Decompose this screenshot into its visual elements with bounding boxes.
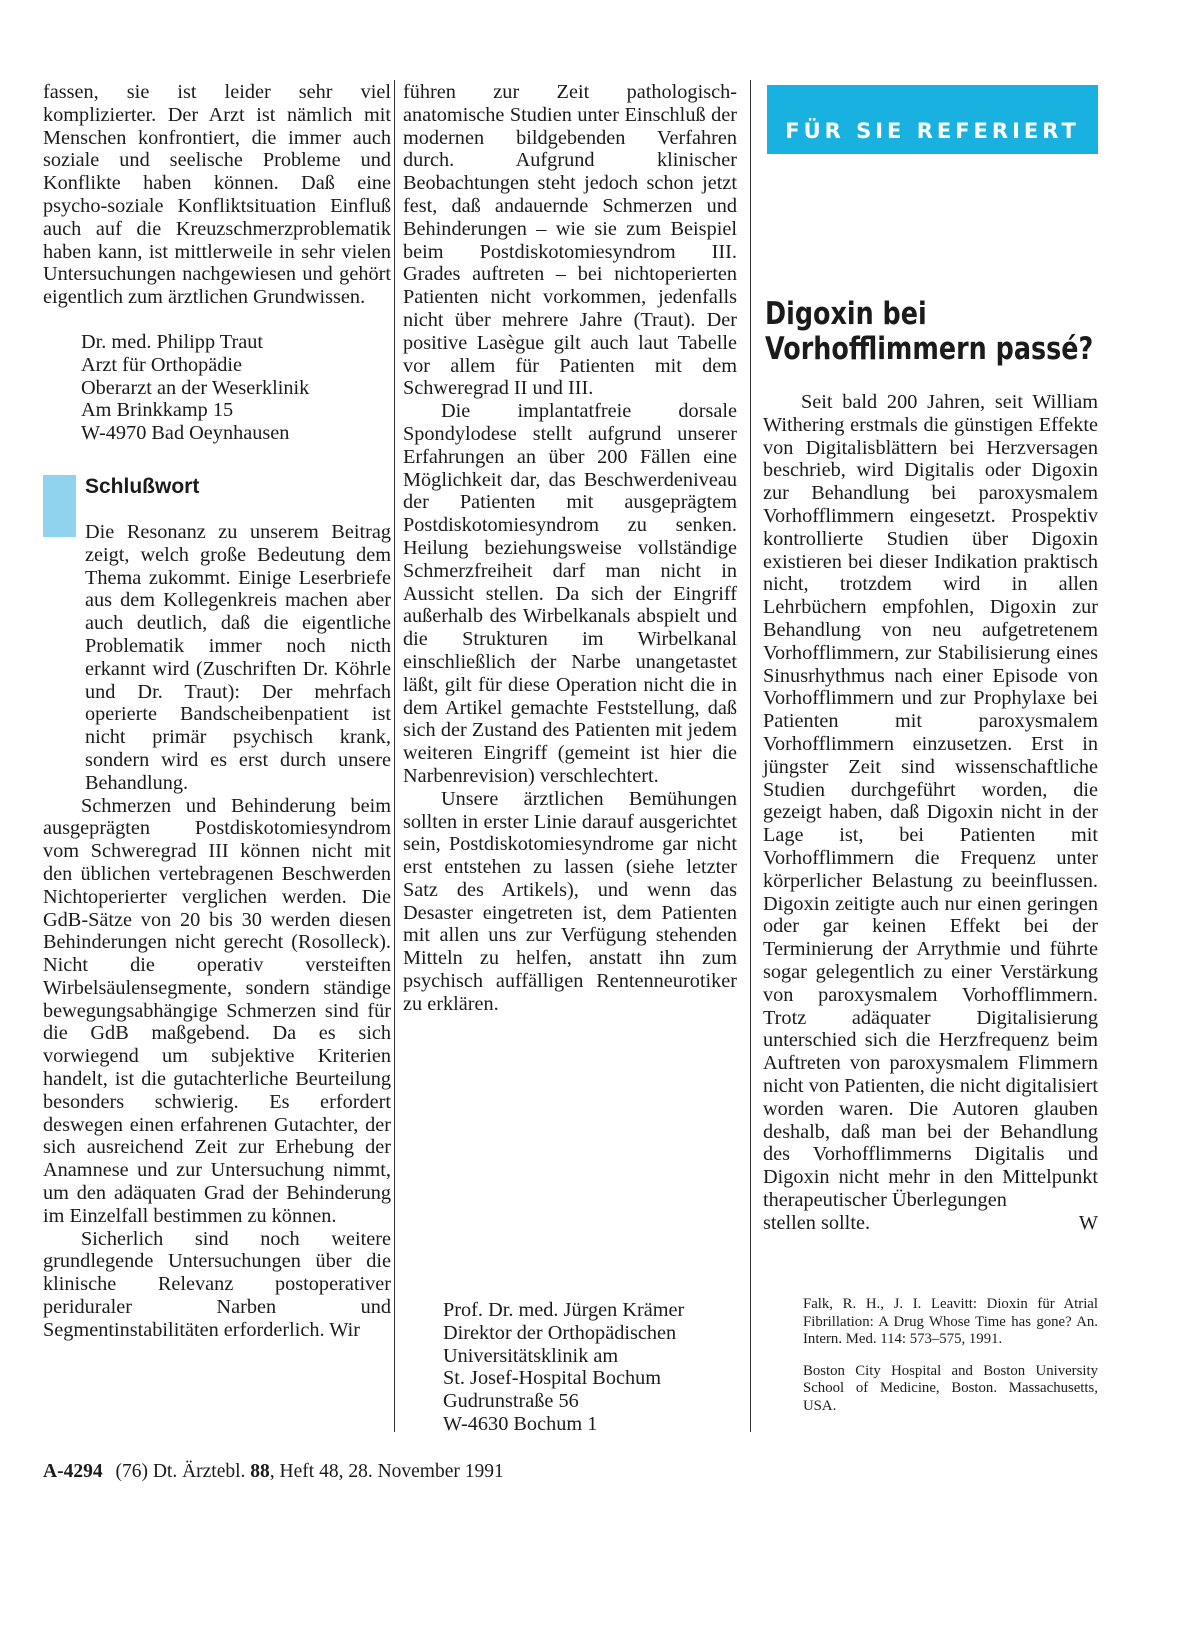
body-paragraph: Schmerzen und Behinderung beim ausgeprägten Postdiskotomiesyndrom vom Schweregrad III können nicht mit den üblichen vertebragenen Beschwerden Nichtoperierter verglichen werden. Die GdB-Sätze von 20 bis 30 werden diesen Behinderungen nicht gerecht (Rosolleck). Nicht die operativ versteiften Wirbelsäulensegmente, sondern ständige bewegungsabhängige Schmerzen sind für die GdB maßgebend. Da es sich vorwiegend um subjektive Kriterien handelt, ist die gutachterliche Beurteilung besonders schwierig. Es erfordert deswegen einen erfahrenen Gutachter, der sich ausreichend Zeit zur Erhebung der Anamnese und zur Untersuchung nimmt, um den adäquaten Grad der Behinderung im Einzelfall bestimmen zu können. xyxy=(43,794,391,1227)
page-code: A-4294 xyxy=(43,1461,103,1482)
reference-block xyxy=(803,1296,1098,1429)
title-line: Digoxin bei xyxy=(765,296,927,332)
body-paragraph: Die Resonanz zu unserem Beitrag zeigt, welch große Bedeutung dem Thema zukommt. Einige Leserbriefe aus dem Kollegenkreis machen aber auch deutlich, daß die eigentliche Problematik immer noch nicth erkannt wird (Zuschriften Dr. Köhrle und Dr. Traut): Der mehrfach operierte Bandscheibenpatient ist nicht primär psychisch krank, sondern wird es erst durch unsere Behandlung. xyxy=(85,520,391,794)
body-paragraph: führen zur Zeit pathologisch-anatomische Studien unter Einschluß der modernen bildgebenden Verfahren durch. Aufgrund klinischer Beobachtungen steht jedoch schon jetzt fest, daß andauernde Schmerzen und Behinderungen – wie sie zum Beispiel beim Postdiskotomiesyndrom III. Grades auftreten – bei nichtoperierten Patienten nicht vorkommen, jedenfalls nicht über mehrere Jahre (Traut). Der positive Lasègue gilt auch laut Tabelle vor allem für Patienten mit dem Schweregrad II und III. xyxy=(403,81,737,400)
signature-line: Arzt für Orthopädie xyxy=(81,353,243,376)
column-middle xyxy=(403,81,737,1016)
signature-line: St. Josef-Hospital Bochum xyxy=(443,1367,662,1390)
signature-line: Direktor der Orthopädischen xyxy=(443,1321,677,1344)
page-footer xyxy=(43,1461,504,1483)
column-divider xyxy=(750,80,751,1432)
closing-line xyxy=(763,1212,1098,1235)
column-divider xyxy=(394,80,395,1432)
journal-ref: (76) Dt. Ärztebl. xyxy=(115,1461,246,1482)
section-heading: Schlußwort xyxy=(85,474,200,498)
section-heading-block xyxy=(43,475,391,535)
signature-line: Dr. med. Philipp Traut xyxy=(81,330,263,353)
title-line: Vorhofflimmern passé? xyxy=(765,331,1094,367)
issue-date: , Heft 48, 28. November 1991 xyxy=(269,1461,504,1482)
closing-text: stellen sollte. xyxy=(763,1211,871,1234)
volume-number: 88 xyxy=(250,1461,270,1482)
author-initial: W xyxy=(1078,1211,1098,1234)
article-body xyxy=(763,391,1098,1234)
affiliation: Boston City Hospital and Boston University School of Medicine, Boston. Massachusetts, USA. xyxy=(803,1362,1098,1414)
signature-line: Gudrunstraße 56 xyxy=(443,1390,579,1413)
body-paragraph: Seit bald 200 Jahren, seit William Withering erstmals die günstigen Effekte von Digitalisblättern bei Herzversagen beschrieb, wird Digitalis oder Digoxin zur Behandlung bei paroxysmalem Vorhofflimmern eingesetzt. Prospektiv kontrollierte Studien über Digoxin existieren bei dieser Indikation praktisch nicht, trotzdem wird in allen Lehrbüchern empfohlen, Digoxin zur Behandlung von neu aufgetretenem Vorhofflimmern, zur Stabilisierung eines Sinusrhythmus nach einer Episode von Vorhofflimmern und zur Prophylaxe bei Patienten mit paroxysmalem Vorhofflimmern einzusetzen. Erst in jüngster Zeit sind wissenschaftliche Studien durchgeführt worden, die gezeigt haben, daß Digoxin nicht in der Lage ist, bei Patienten mit Vorhofflimmern die Frequenz unter körperlicher Belastung zu beeinflussen. Digoxin zeitigte auch nur einen geringen oder gar keinen Effekt bei der Terminierung der Arrythmie und führte sogar gelegentlich zu einer Verstärkung von paroxysmalem Vorhofflimmern. Trotz adäquater Digitalisierung unterschied sich die Herzfrequenz beim Auftreten von paroxysmalem Flimmern nicht von Patienten, die nicht digitalisiert worden waren. Die Autoren glauben deshalb, daß man bei der Behandlung des Vorhofflimmerns Digitalis und Digoxin nicht mehr in den Mittelpunkt therapeutischer Überlegungen xyxy=(763,391,1098,1211)
section-banner xyxy=(767,85,1098,154)
citation: Falk, R. H., J. I. Leavitt: Dioxin für Atrial Fibrillation: A Drug Whose Time has gone? An. Intern. Med. 114: 573–575, 1991. xyxy=(803,1296,1098,1347)
body-paragraph: Sicherlich sind noch weitere grundlegende Untersuchungen über die klinische Relevanz postoperativer periduraler Narben und Segmentinstabilitäten erforderlich. Wir xyxy=(43,1227,391,1341)
signature-line: Oberarzt an der Weserklinik xyxy=(81,376,310,399)
signature-line: W-4630 Bochum 1 xyxy=(443,1412,598,1435)
heading-accent-bar xyxy=(43,475,76,537)
signature-line: W-4970 Bad Oeynhausen xyxy=(81,422,290,445)
author-signature xyxy=(443,1299,684,1436)
body-paragraph: Unsere ärztlichen Bemühungen sollten in erster Linie darauf ausgerichtet sein, Postdiskotomiesyndrome gar nicht erst entstehen zu lassen (siehe letzter Satz des Artikels), und wenn das Desaster eingetreten ist, dem Patienten mit allen uns zur Verfügung stehenden Mitteln zu helfen, anstatt ihn zum psychisch auffälligen Rentenneurotiker zu erklären. xyxy=(403,787,737,1015)
body-paragraph: fassen, sie ist leider sehr viel komplizierter. Der Arzt ist nämlich mit Menschen konfrontiert, die immer auch soziale und seelische Probleme und Konflikte haben können. Daß eine psycho-soziale Konfliktsituation Einfluß auch auf die Kreuzschmerzproblematik haben kann, ist mittlerweile in sehr vielen Untersuchungen nachgewiesen und gehört eigentlich zum ärztlichen Grundwissen. xyxy=(43,81,391,309)
body-paragraph: Die implantatfreie dorsale Spondylodese stellt aufgrund unserer Erfahrungen an über 200 Fällen eine Möglichkeit dar, das Beschwerdeniveau der Patienten mit ausgeprägtem Postdiskotomiesyndrom zu senken. Heilung beziehungsweise vollständige Schmerzfreiheit darf man nicht in Aussicht stellen. Da sich der Eingriff außerhalb des Wirbelkanals abspielt und die Strukturen im Wirbelkanal einschließlich der Narbe unangetastet läßt, gilt für diese Operation nicht die in dem Artikel gemachte Feststellung, daß sich der Zustand des Patienten mit jedem weiteren Eingriff (gemeint ist hier die Narbenrevision) verschlechtert. xyxy=(403,400,737,787)
column-left xyxy=(43,81,391,1342)
signature-line: Am Brinkkamp 15 xyxy=(81,399,234,422)
signature-line: Prof. Dr. med. Jürgen Krämer xyxy=(443,1299,685,1321)
banner-label: FÜR SIE REFERIERT xyxy=(785,119,1080,143)
signature-line: Universitätsklinik am xyxy=(443,1344,619,1367)
article-title xyxy=(765,296,1094,367)
